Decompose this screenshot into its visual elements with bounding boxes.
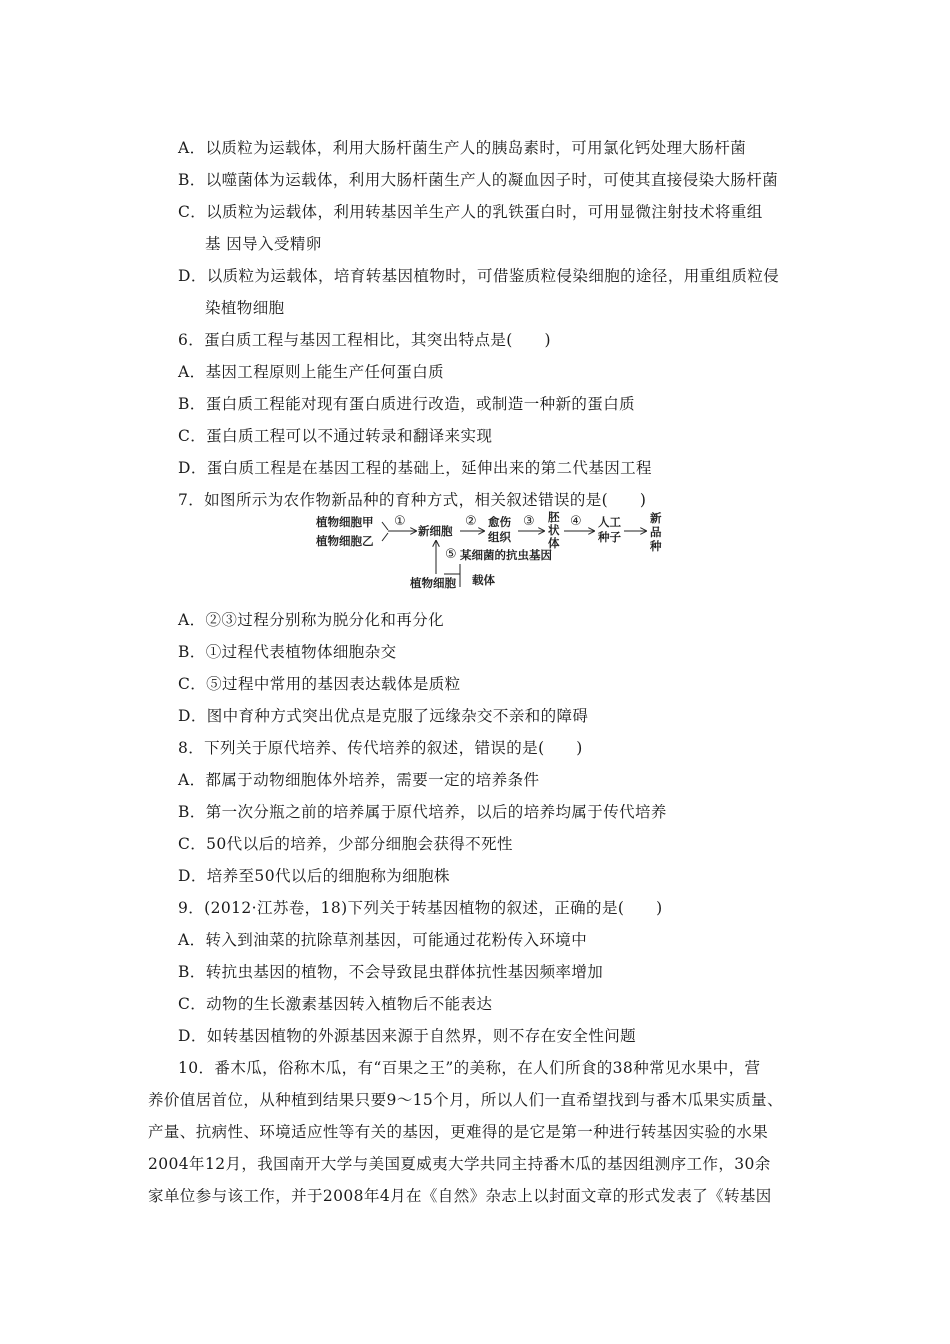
cell-b-label: 植物细胞乙 xyxy=(316,534,374,548)
seed-label-1: 人工 xyxy=(598,515,621,529)
q10-line-4: 2004年12月，我国南开大学与美国夏威夷大学共同主持番木瓜的基因组测序工作，30余 xyxy=(148,1155,771,1173)
bacterial-gene-label: 某细菌的抗虫基因 xyxy=(460,548,552,562)
q6-option-b: B．蛋白质工程能对现有蛋白质进行改造，或制造一种新的蛋白质 xyxy=(178,395,635,413)
embryoid-label-2: 状 xyxy=(548,523,560,537)
embryoid-label-3: 体 xyxy=(548,536,560,550)
q7-option-d: D．图中育种方式突出优点是克服了远缘杂交不亲和的障碍 xyxy=(178,707,589,725)
q10-line-3: 产量、抗病性、环境适应性等有关的基因，更难得的是它是第一种进行转基因实验的水果 xyxy=(148,1123,769,1141)
q7-option-a: A．②③过程分别称为脱分化和再分化 xyxy=(178,611,444,629)
new-cell-label: 新细胞 xyxy=(418,524,453,538)
seed-label-2: 种子 xyxy=(598,530,621,544)
step-3-marker: ③ xyxy=(523,514,535,529)
q6-option-a: A．基因工程原则上能生产任何蛋白质 xyxy=(178,363,444,381)
q8-option-d: D．培养至50代以后的细胞称为细胞株 xyxy=(178,867,450,885)
q9-option-d: D．如转基因植物的外源基因来源于自然界，则不存在安全性问题 xyxy=(178,1027,637,1045)
q9-option-b: B．转抗虫基因的植物，不会导致昆虫群体抗性基因频率增加 xyxy=(178,963,604,981)
q5-option-d: D．以质粒为运载体，培育转基因植物时，可借鉴质粒侵染细胞的途径，用重组质粒侵 xyxy=(178,267,780,285)
q6-stem: 6．蛋白质工程与基因工程相比，其突出特点是( ) xyxy=(178,331,551,349)
q10-line-1: 10．番木瓜，俗称木瓜，有“百果之王”的美称，在人们所食的38种常见水果中，营 xyxy=(178,1059,761,1077)
plant-cell-label: 植物细胞 xyxy=(410,576,456,590)
q8-stem: 8．下列关于原代培养、传代培养的叙述，错误的是( ) xyxy=(178,739,583,757)
q8-option-b: B．第一次分瓶之前的培养属于原代培养，以后的培养均属于传代培养 xyxy=(178,803,667,821)
q9-option-a: A．转入到油菜的抗除草剂基因，可能通过花粉传入环境中 xyxy=(178,931,588,949)
new-variety-label-1: 新 xyxy=(650,511,662,525)
vector-label: 载体 xyxy=(472,573,495,587)
q8-option-a: A．都属于动物细胞体外培养，需要一定的培养条件 xyxy=(178,771,540,789)
q5-option-c-continued: 基 因导入受精卵 xyxy=(205,235,322,253)
q7-option-c: C．⑤过程中常用的基因表达载体是质粒 xyxy=(178,675,461,693)
breeding-flow-diagram xyxy=(310,508,670,593)
q10-line-2: 养价值居首位，从种植到结果只要9～15个月，所以人们一直希望找到与番木瓜果实质量、 xyxy=(148,1091,783,1109)
q6-option-c: C．蛋白质工程可以不通过转录和翻译来实现 xyxy=(178,427,493,445)
q9-stem: 9．(2012·江苏卷，18)下列关于转基因植物的叙述，正确的是( ) xyxy=(178,899,663,917)
step-4-marker: ④ xyxy=(570,514,582,529)
q9-option-c: C．动物的生长激素基因转入植物后不能表达 xyxy=(178,995,493,1013)
new-variety-label-3: 种 xyxy=(650,539,662,553)
q8-option-c: C．50代以后的培养，少部分细胞会获得不死性 xyxy=(178,835,513,853)
new-variety-label-2: 品 xyxy=(650,525,662,539)
q6-option-d: D．蛋白质工程是在基因工程的基础上，延伸出来的第二代基因工程 xyxy=(178,459,652,477)
step-2-marker: ② xyxy=(465,514,477,529)
q7-option-b: B．①过程代表植物体细胞杂交 xyxy=(178,643,397,661)
callus-label-1: 愈伤 xyxy=(488,515,511,529)
embryoid-label-1: 胚 xyxy=(548,510,560,524)
step-1-marker: ① xyxy=(394,514,406,529)
q5-option-a: A．以质粒为运载体，利用大肠杆菌生产人的胰岛素时，可用氯化钙处理大肠杆菌 xyxy=(178,139,747,157)
cell-a-label: 植物细胞甲 xyxy=(316,515,374,529)
q5-option-b: B．以噬菌体为运载体，利用大肠杆菌生产人的凝血因子时，可使其直接侵染大肠杆菌 xyxy=(178,171,779,189)
callus-label-2: 组织 xyxy=(488,530,511,544)
q5-option-d-continued: 染植物细胞 xyxy=(205,299,285,317)
step-5-marker: ⑤ xyxy=(445,547,457,562)
q5-option-c: C．以质粒为运载体，利用转基因羊生产人的乳铁蛋白时，可用显微注射技术将重组 xyxy=(178,203,763,221)
q10-line-5: 家单位参与该工作，并于2008年4月在《自然》杂志上以封面文章的形式发表了《转基因 xyxy=(148,1187,772,1205)
q7-stem: 7．如图所示为农作物新品种的育种方式，相关叙述错误的是( ) xyxy=(178,491,647,509)
